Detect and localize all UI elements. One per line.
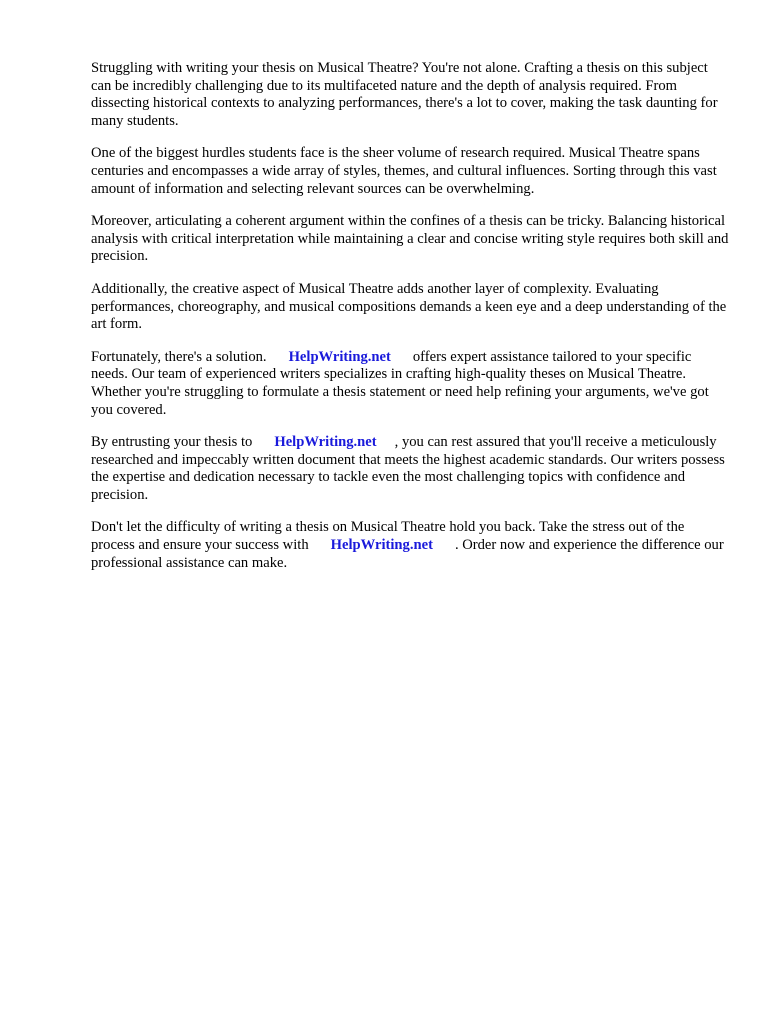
paragraph-argument: Moreover, articulating a coherent argument within the confines of a thesis can be tricky. Balancing historical analysis with critical interpretation while maintaining a clear and concise writing style requires both skill and precision. <box>91 213 729 265</box>
paragraph-creative: Additionally, the creative aspect of Musical Theatre adds another layer of complexity. Evaluating performances, choreography, and musical compositions demands a keen eye and a deep understanding of the art form. <box>91 280 727 333</box>
paragraph-entrusting <box>91 434 731 504</box>
paragraph-text: . Order now and experience the difference our professional assistance can make. <box>91 537 724 571</box>
helpwriting-link[interactable]: HelpWriting.net <box>330 537 433 554</box>
paragraph-text: offers expert assistance tailored to your specific needs. Our team of experienced writers specializes in crafting high-quality theses on Musical Theatre. Whether you're struggling to formulate a thesis statement or need help refining your arguments, we've got you covered. <box>91 348 709 418</box>
helpwriting-link[interactable]: HelpWriting.net <box>288 348 391 365</box>
paragraph-text: By entrusting your thesis to <box>91 434 253 451</box>
paragraph-text: , you can rest assured that you'll receive a meticulously researched and impeccably written document that meets the highest academic standards. Our writers possess the expertise and dedication necessary to tackle even the most challenging topics with confidence and precision. <box>91 434 725 503</box>
paragraph-solution <box>91 349 731 419</box>
paragraph-intro: Struggling with writing your thesis on Musical Theatre? You're not alone. Crafting a thesis on this subject can be incredibly challenging due to its multifaceted nature and the depth of analysis required. From dissecting historical contexts to analyzing performances, there's a lot to cover, making the task daunting for many students. <box>91 60 718 129</box>
paragraph-research: One of the biggest hurdles students face is the sheer volume of research required. Musical Theatre spans centuries and encompasses a wide array of styles, themes, and cultural influences. Sorting through this vast amount of information and selecting relevant sources can be overwhelming. <box>91 145 717 197</box>
document-body <box>91 60 731 587</box>
paragraph-text: Don't let the difficulty of writing a thesis on Musical Theatre hold you back. Take the stress out of the process and ensure your success with <box>91 519 685 554</box>
helpwriting-link[interactable]: HelpWriting.net <box>274 434 377 451</box>
paragraph-text: Fortunately, there's a solution. <box>91 348 267 365</box>
paragraph-closing <box>91 519 731 572</box>
